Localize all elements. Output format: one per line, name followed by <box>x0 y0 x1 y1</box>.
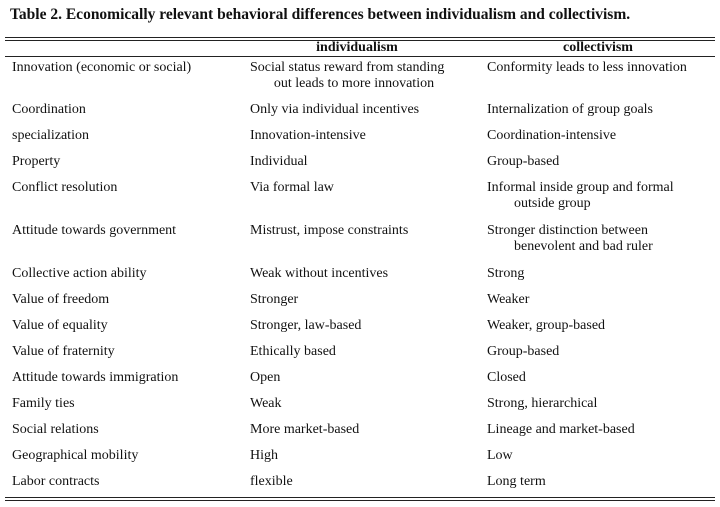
dimension-cell: Family ties <box>12 396 75 411</box>
collectivism-cell <box>487 292 715 308</box>
bottom-rule-inner <box>5 500 715 501</box>
cell-line: benevolent and bad ruler <box>514 239 653 254</box>
cell-line: Open <box>250 370 281 385</box>
cell-line: Weaker <box>487 292 530 307</box>
collectivism-cell <box>487 396 715 412</box>
dimension-cell: Coordination <box>12 102 86 117</box>
cell-line: flexible <box>250 474 293 489</box>
dimension-cell: Social relations <box>12 422 99 437</box>
individualism-cell <box>250 128 475 144</box>
cell-line: Lineage and market-based <box>487 422 635 437</box>
dimension-cell: Collective action ability <box>12 266 147 281</box>
cell-line: Individual <box>250 154 308 169</box>
collectivism-cell <box>487 60 715 76</box>
individualism-cell <box>250 102 475 118</box>
dimension-cell: Geographical mobility <box>12 448 139 463</box>
cell-line: Strong <box>487 266 525 281</box>
header-individualism: individualism <box>316 40 398 55</box>
dimension-cell: Value of fraternity <box>12 344 115 359</box>
cell-line: High <box>250 448 278 463</box>
cell-line: Mistrust, impose constraints <box>250 223 409 238</box>
collectivism-cell <box>487 474 715 490</box>
cell-line: Weak without incentives <box>250 266 389 281</box>
dimension-cell: Value of freedom <box>12 292 110 307</box>
cell-line: Group-based <box>487 154 560 169</box>
individualism-cell <box>250 292 475 308</box>
cell-line: Weaker, group-based <box>487 318 606 333</box>
cell-line: Internalization of group goals <box>487 102 654 117</box>
cell-line: Coordination-intensive <box>487 128 617 143</box>
cell-line: Weak <box>250 396 282 411</box>
bottom-rule <box>5 497 715 498</box>
dimension-cell: Property <box>12 154 61 169</box>
individualism-cell <box>250 422 475 438</box>
collectivism-cell <box>487 266 715 282</box>
dimension-cell: Labor contracts <box>12 474 100 489</box>
cell-line: Strong, hierarchical <box>487 396 598 411</box>
individualism-cell <box>250 396 475 412</box>
dimension-cell: Conflict resolution <box>12 180 118 195</box>
header-collectivism: collectivism <box>563 40 633 55</box>
individualism-cell <box>250 474 475 490</box>
collectivism-cell <box>487 422 715 438</box>
cell-line: Conformity leads to less innovation <box>487 60 687 75</box>
individualism-cell <box>250 223 475 239</box>
cell-line: More market-based <box>250 422 360 437</box>
cell-line: Stronger distinction between <box>487 223 648 238</box>
cell-line: Closed <box>487 370 526 385</box>
header-rule <box>5 56 715 57</box>
individualism-cell <box>250 448 475 464</box>
collectivism-cell <box>487 102 715 118</box>
collectivism-cell <box>487 344 715 360</box>
collectivism-cell <box>487 318 715 334</box>
individualism-cell <box>250 154 475 170</box>
cell-line: Stronger, law-based <box>250 318 362 333</box>
collectivism-cell <box>487 128 715 144</box>
dimension-cell: Value of equality <box>12 318 108 333</box>
table-caption: Table 2. Economically relevant behavioral differences between individualism and collectivism. <box>10 6 631 23</box>
cell-line: Ethically based <box>250 344 336 359</box>
individualism-cell <box>250 60 475 92</box>
individualism-cell <box>250 370 475 386</box>
top-rule <box>5 37 715 38</box>
collectivism-cell <box>487 370 715 386</box>
dimension-cell: specialization <box>12 128 89 143</box>
individualism-cell <box>250 180 475 196</box>
cell-line: Via formal law <box>250 180 334 195</box>
dimension-cell: Attitude towards immigration <box>12 370 179 385</box>
cell-line: Group-based <box>487 344 560 359</box>
collectivism-cell <box>487 223 715 255</box>
cell-line: Innovation-intensive <box>250 128 366 143</box>
dimension-cell: Attitude towards government <box>12 223 177 238</box>
individualism-cell <box>250 318 475 334</box>
individualism-cell <box>250 266 475 282</box>
cell-line: Stronger <box>250 292 299 307</box>
cell-line: Low <box>487 448 513 463</box>
individualism-cell <box>250 344 475 360</box>
cell-line: Informal inside group and formal <box>487 180 674 195</box>
cell-line: Only via individual incentives <box>250 102 420 117</box>
collectivism-cell <box>487 448 715 464</box>
cell-line: out leads to more innovation <box>273 76 435 91</box>
cell-line: outside group <box>514 196 591 211</box>
collectivism-cell <box>487 180 715 212</box>
dimension-cell: Innovation (economic or social) <box>12 60 192 75</box>
cell-line: Social status reward from standing <box>250 60 445 75</box>
cell-line: Long term <box>487 474 546 489</box>
collectivism-cell <box>487 154 715 170</box>
